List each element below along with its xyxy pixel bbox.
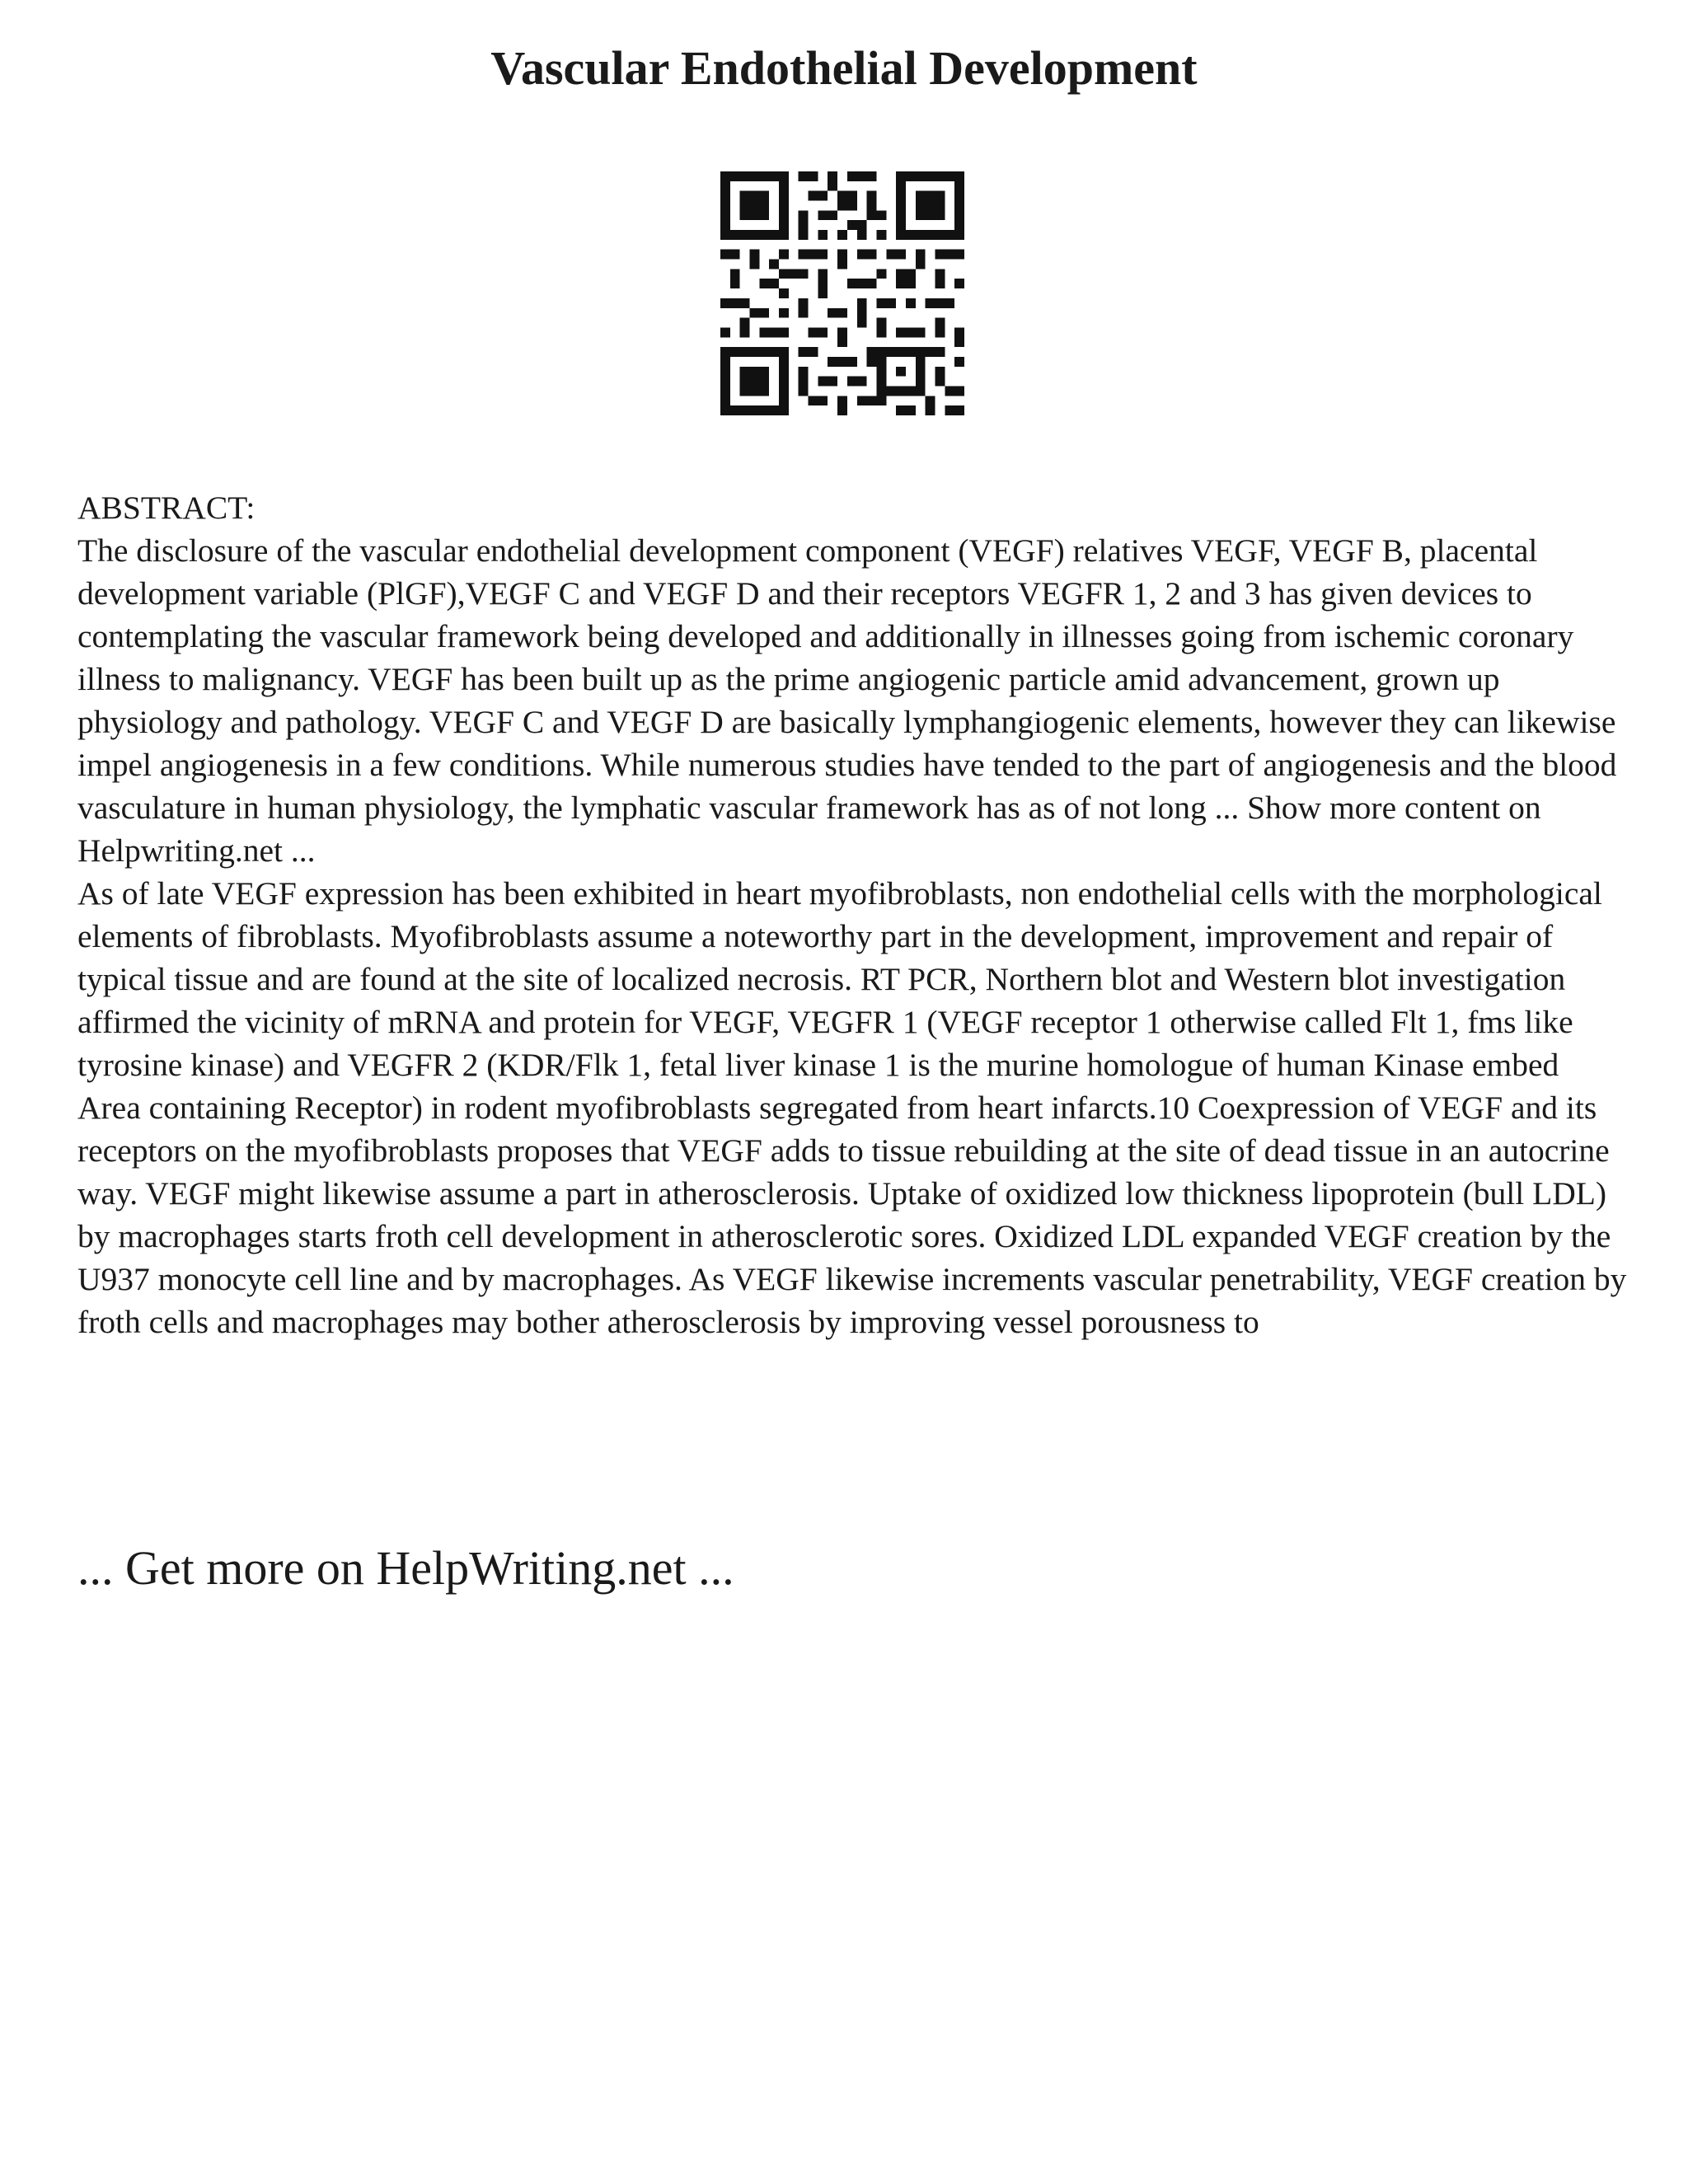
abstract-label: ABSTRACT: bbox=[77, 490, 256, 526]
abstract-paragraph-1: The disclosure of the vascular endothelial development component (VEGF) relatives VEGF, VEGF B, placental development variable (PlGF),VEGF C and VEGF D and their receptors VEGFR 1, 2 and 3 has given devices to contemplating the vascular framework being developed and additionally in illnesses going from ischemic coronary illness to malignancy. VEGF has been built up as the prime angiogenic particle amid advancement, grown up physiology and pathology. VEGF C and VEGF D are basically lymphangiogenic elements, however they can likewise impel angiogenesis in a few conditions. While numerous studies have tended to the part of angiogenesis and the blood vasculature in human physiology, the lymphatic vascular framework has as of not long ... Show more content on Helpwriting.net ... bbox=[77, 532, 1617, 869]
document-title: Vascular Endothelial Development bbox=[490, 41, 1198, 95]
qr-code-icon bbox=[720, 171, 964, 415]
abstract-section bbox=[77, 486, 1627, 1343]
get-more-link[interactable]: ... Get more on HelpWriting.net ... bbox=[77, 1541, 734, 1595]
abstract-paragraph-2: As of late VEGF expression has been exhibited in heart myofibroblasts, non endothelial cells with the morphological elements of fibroblasts. Myofibroblasts assume a noteworthy part in the development, improvement and repair of typical tissue and are found at the site of localized necrosis. RT PCR, Northern blot and Western blot investigation affirmed the vicinity of mRNA and protein for VEGF, VEGFR 1 (VEGF receptor 1 otherwise called Flt 1, fms like tyrosine kinase) and VEGFR 2 (KDR/Flk 1, fetal liver kinase 1 is the murine homologue of human Kinase embed Area containing Receptor) in rodent myofibroblasts segregated from heart infarcts.10 Coexpression of VEGF and its receptors on the myofibroblasts proposes that VEGF adds to tissue rebuilding at the site of dead tissue in an autocrine way. VEGF might likewise assume a part in atherosclerosis. Uptake of oxidized low thickness lipoprotein (bull LDL) by macrophages starts froth cell development in atherosclerotic sores. Oxidized LDL expanded VEGF creation by the U937 monocyte cell line and by macrophages. As VEGF likewise increments vascular penetrability, VEGF creation by froth cells and macrophages may bother atherosclerosis by improving vessel porousness to bbox=[77, 875, 1627, 1340]
